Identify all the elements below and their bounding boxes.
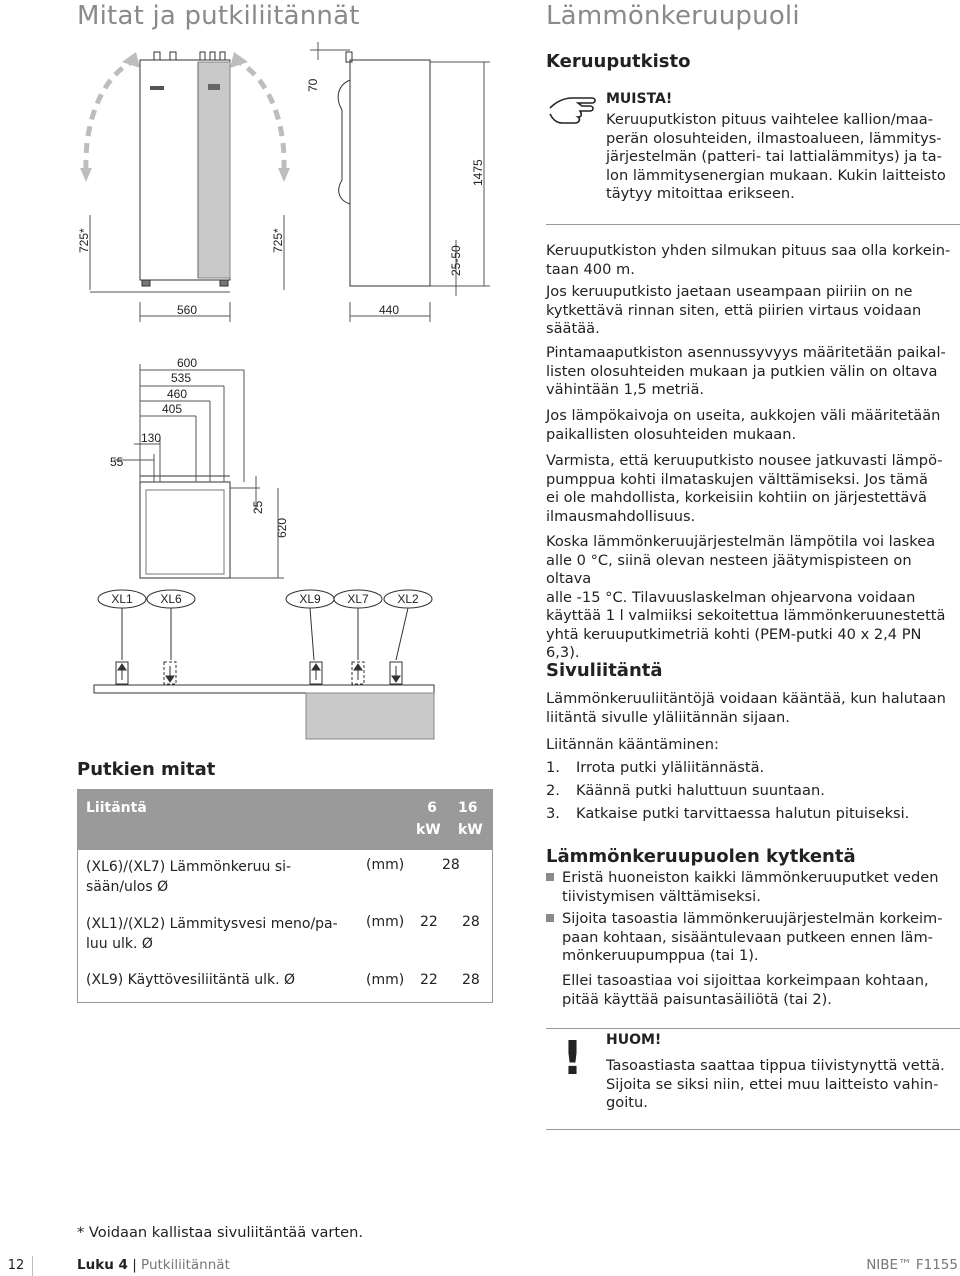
bullet-level-vessel: Sijoita tasoastia lämmönkeruujärjestelmän korkeim- paan kohtaan, sisääntulevaan putkeen ennen läm- mönkeruupumppua (tai 1). <box>546 910 943 966</box>
dim-130: 130 <box>141 431 162 445</box>
dim-725-left: 725* <box>77 228 91 253</box>
section-sivuliitanta: Sivuliitäntä <box>546 660 663 681</box>
page-number: 12 <box>0 1256 33 1276</box>
step-2: 2. Käännä putki haluttuun suuntaan. <box>546 782 825 799</box>
connector-xl7-label: XL7 <box>347 592 369 606</box>
dim-25: 25 <box>251 500 265 514</box>
muista-text: Keruuputkiston pituus vaihtelee kallion/maa- perän olosuhteiden, ilmastoalueen, lämmitys- järjestelmän (patteri- tai lattialämmitys) ja ta- lon lämmitysenergian mukaan. Kukin laitteisto täytyy mitoittaa erikseen. <box>606 111 946 202</box>
row1-unit: (mm) <box>366 857 405 873</box>
footer-chapter: Luku 4 | Putkiliitännät <box>77 1257 230 1273</box>
exclamation-icon: ! <box>562 1031 583 1085</box>
side-unit-body <box>350 60 430 286</box>
dim-460: 460 <box>167 387 188 401</box>
dim-440: 440 <box>379 303 400 317</box>
muista-label: MUISTA! <box>606 91 673 107</box>
row1-name: (XL6)/(XL7) Lämmönkeruu si- sään/ulos Ø <box>86 859 292 895</box>
step-1: 1. Irrota putki yläliitännästä. <box>546 759 765 776</box>
front-unit-logo <box>150 86 164 90</box>
header-connection: Liitäntä <box>86 800 147 816</box>
header-6kw-num: 6 <box>427 800 437 816</box>
paragraph-side-connection: Lämmönkeruuliitäntöjä voidaan kääntää, kun halutaan liitäntä sivulle yläliitännän sijaan. <box>546 690 946 726</box>
row1-value: 28 <box>442 857 460 873</box>
section-kytkenta: Lämmönkeruupuolen kytkentä <box>546 846 856 867</box>
tilt-arrow-right <box>234 60 284 170</box>
footer-product: NIBE™ F1155 <box>866 1257 958 1273</box>
front-unit-side-panel <box>198 62 230 278</box>
top-view-unit <box>140 482 230 578</box>
huom-label: HUOM! <box>606 1032 662 1048</box>
dim-535: 535 <box>171 371 192 385</box>
section-keruuputkisto: Keruuputkisto <box>546 51 691 72</box>
connector-xl6-label: XL6 <box>160 592 182 606</box>
muista-divider <box>546 224 960 225</box>
dim-725-right: 725* <box>271 228 285 253</box>
dim-55: 55 <box>110 455 124 469</box>
pipe-dimensions-table <box>77 789 493 1003</box>
header-6kw-unit: kW <box>416 822 441 838</box>
connector-xl2-label: XL2 <box>397 592 419 606</box>
connector-xl9-label: XL9 <box>299 592 321 606</box>
tilt-arrow-left <box>86 60 136 170</box>
bullet-insulate: Eristä huoneiston kaikki lämmönkeruuputket veden tiivistymisen välttämiseksi. <box>546 869 938 906</box>
paragraph-loop-length: Keruuputkiston yhden silmukan pituus saa olla korkein- taan 400 m. <box>546 242 951 278</box>
dim-560: 560 <box>177 303 198 317</box>
dim-620: 620 <box>275 517 289 538</box>
paragraph-rising: Varmista, että keruuputkisto nousee jatkuvasti lämpö- pumppua kohti ilmataskujen välttämiseksi. Jos tämä ei ole mahdollista, korkeisiin kohtiin on järjestettävä ilmausmahdollisuus. <box>546 452 943 525</box>
row2-name: (XL1)/(XL2) Lämmitysvesi meno/pa- luu ulk. Ø <box>86 916 338 952</box>
right-page-title: Lämmönkeruupuoli <box>546 1 800 31</box>
dimension-drawing <box>70 40 500 745</box>
side-view-unit <box>306 693 434 739</box>
pointing-hand-icon <box>546 88 598 128</box>
paragraph-parallel: Jos keruuputkisto jaetaan useampaan piiriin on ne kytkettävä rinnan siten, että piirien virtaus voidaan säätää. <box>546 283 922 337</box>
left-page-title: Mitat ja putkiliitännät <box>77 1 360 31</box>
paragraph-rotating: Liitännän kääntäminen: <box>546 736 719 753</box>
row3-6kw: 22 <box>420 972 438 988</box>
bullet-square-icon <box>546 914 554 922</box>
paragraph-depth: Pintamaaputkiston asennussyvyys määritetään paikal- listen olosuhteiden mukaan ja putkien välin on oltava vähintään 1,5 metriä. <box>546 344 946 398</box>
step-3: 3. Katkaise putki tarvittaessa halutun pituiseksi. <box>546 805 910 822</box>
display-panel <box>208 84 220 90</box>
header-16kw-unit: kW <box>458 822 483 838</box>
row3-name: (XL9) Käyttövesiliitäntä ulk. Ø <box>86 972 296 988</box>
row3-16kw: 28 <box>462 972 480 988</box>
table-title: Putkien mitat <box>77 759 216 780</box>
row3-unit: (mm) <box>366 972 405 988</box>
bullet-square-icon <box>546 873 554 881</box>
footnote: * Voidaan kallistaa sivuliitäntää varten. <box>77 1224 363 1241</box>
row2-6kw: 22 <box>420 914 438 930</box>
paragraph-freezing: Koska lämmönkeruujärjestelmän lämpötila voi laskea alle 0 °C, siinä olevan nesteen jäätymispisteen on oltava alle -15 °C. Tilavuuslaskelman ohjearvona voidaan käyttää 1 l valmiiksi sekoitettua lämmönkeruunestettä yhtä keruuputkimetriä kohti (PEM-putki 40 x 2,4 PN 6,3). <box>546 533 946 661</box>
dim-25-50: 25-50 <box>449 245 463 276</box>
paragraph-expansion: Ellei tasoastiaa voi sijoittaa korkeimpaan kohtaan, pitää käyttää paisuntasäiliötä (tai 2). <box>562 972 929 1008</box>
huom-text: Tasoastiasta saattaa tippua tiivistynyttä vettä. Sijoita se siksi niin, ettei muu laitteisto vahin- goitu. <box>606 1057 945 1111</box>
paragraph-wells: Jos lämpökaivoja on useita, aukkojen väli määritetään paikallisten olosuhteiden mukaan. <box>546 407 941 443</box>
dim-70: 70 <box>306 78 320 92</box>
dim-1475: 1475 <box>471 159 485 186</box>
row2-16kw: 28 <box>462 914 480 930</box>
dim-405: 405 <box>162 402 183 416</box>
header-16kw-num: 16 <box>458 800 478 816</box>
connector-xl1-label: XL1 <box>111 592 133 606</box>
dim-600: 600 <box>177 356 198 370</box>
row2-unit: (mm) <box>366 914 405 930</box>
